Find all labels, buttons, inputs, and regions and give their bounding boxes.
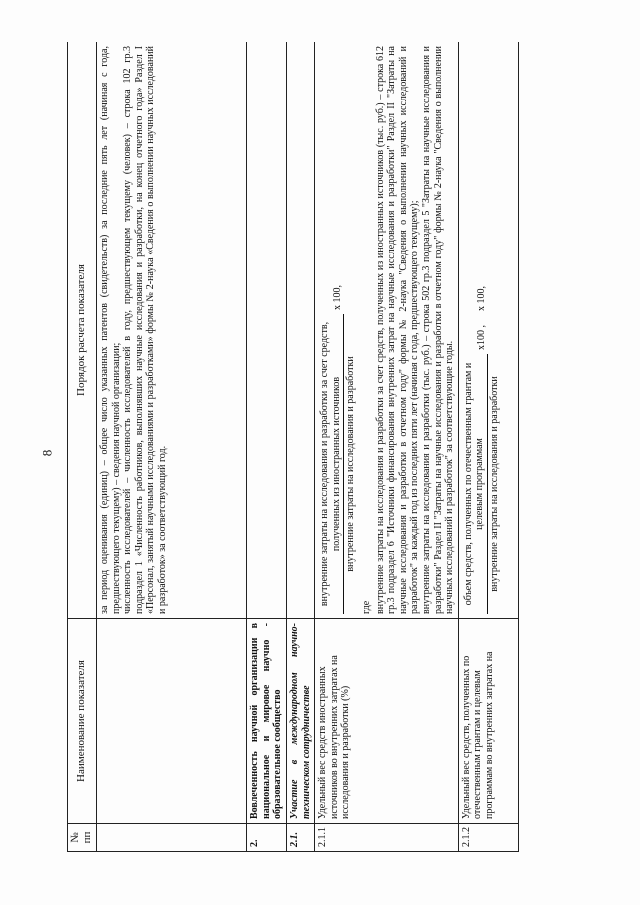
cell-name: Участие в международном научно-техническом сотрудничестве	[287, 619, 315, 824]
cell-procedure-continuation	[97, 42, 247, 619]
procedure-paragraph: внутренние затраты на исследования и разработки за счет средств, полученных из иностранных источников (тыс. руб.) – строка 612 гр.3 подраздел 6 "Источники финансирования внутренних затрат на научные исследования и разработки" Раздел II "Затраты на научные исследования и разработки в отчетном году" формы № 2-наука "Сведения о выполнении научных исследований и разработок" за каждый год из последних пяти лет (начиная с года, предшествующего текущему);	[374, 46, 421, 614]
fraction-denominator: внутренние затраты на исследования и разработки	[488, 376, 500, 592]
header-name: Наименование показателя	[68, 619, 97, 824]
indicator-table	[67, 42, 519, 852]
fraction-numerator: внутренние затраты на исследования и разработки за счет средств, полученных из иностранных источников	[319, 314, 344, 614]
fraction-multiplier: х 100,	[332, 285, 344, 310]
cell-name: Удельный вес средств иностранных источников во внутренних затратах на исследования и разработки (%)	[315, 619, 459, 824]
table-header-row	[68, 42, 97, 852]
cell-name: Вовлеченность научной организации в национальное и мировое научно - образовательное сообщество	[247, 619, 287, 824]
table-row-2	[247, 42, 287, 852]
cell-num: 2.1.	[287, 824, 315, 852]
table-row-2-1-1	[315, 42, 459, 852]
procedure-paragraph: внутренние затраты на исследования и разработки (тыс. руб.) – строка 502 гр.3 подраздел 5 "Затраты на научные исследования и разработки" Раздел II "Затраты на научные исследования и разработки в отчетном году" формы № 2-наука "Сведения о выполнении научных исследований и разработок" за соответствующие годы.	[420, 46, 456, 614]
formula-fraction	[319, 46, 357, 614]
cell-procedure-empty	[247, 42, 287, 619]
header-procedure: Порядок расчета показателя	[68, 42, 97, 619]
page-number: 8	[39, 449, 55, 457]
rotated-sheet	[67, 42, 552, 852]
cell-name-empty	[97, 619, 247, 824]
table-row-2-1-2	[458, 42, 518, 852]
cell-procedure	[458, 42, 518, 619]
procedure-paragraph: за период оценивания (единиц) – общее число указанных патентов (свидетельств) за последние пять лет (начиная с года, предшествующего текущему) – сведения научной организации;	[99, 46, 122, 614]
procedure-paragraph: численность исследователей – численность исследователей в году, предшествующем текущему (человек) – строка 102 гр.3 подраздел 1 «Численность работников, выполнявших научные исследования и разработки, на конец отчетного года» Раздел I «Персонал, занятый научными исследованиями и разработками» формы № 2-наука «Сведения о выполнении научных исследований и разработок» за соответствующий год.	[122, 46, 168, 614]
table-row-2-1	[287, 42, 315, 852]
fraction-denominator: внутренние затраты на исследования и разработки	[345, 356, 357, 572]
fraction-multiplier-2: х 100,	[475, 286, 487, 311]
where-label: где	[360, 600, 372, 614]
cell-num: 2.	[247, 824, 287, 852]
header-num: № пп	[68, 824, 97, 852]
cell-num: 2.1.2	[458, 824, 518, 852]
formula-fraction	[463, 46, 501, 614]
cell-name: Удельный вес средств, полученных по отечественным грантам и целевым программам во внутренних затратах на	[458, 619, 518, 824]
table-row-continuation	[97, 42, 247, 852]
fraction-multiplier: x100 ,	[475, 325, 487, 350]
cell-num-empty	[97, 824, 247, 852]
cell-procedure-empty	[287, 42, 315, 619]
cell-procedure	[315, 42, 459, 619]
fraction-numerator: объем средств, полученных по отечественным грантам и целевым программам	[463, 354, 488, 614]
rotated-table-frame	[67, 42, 552, 852]
cell-num: 2.1.1	[315, 824, 459, 852]
